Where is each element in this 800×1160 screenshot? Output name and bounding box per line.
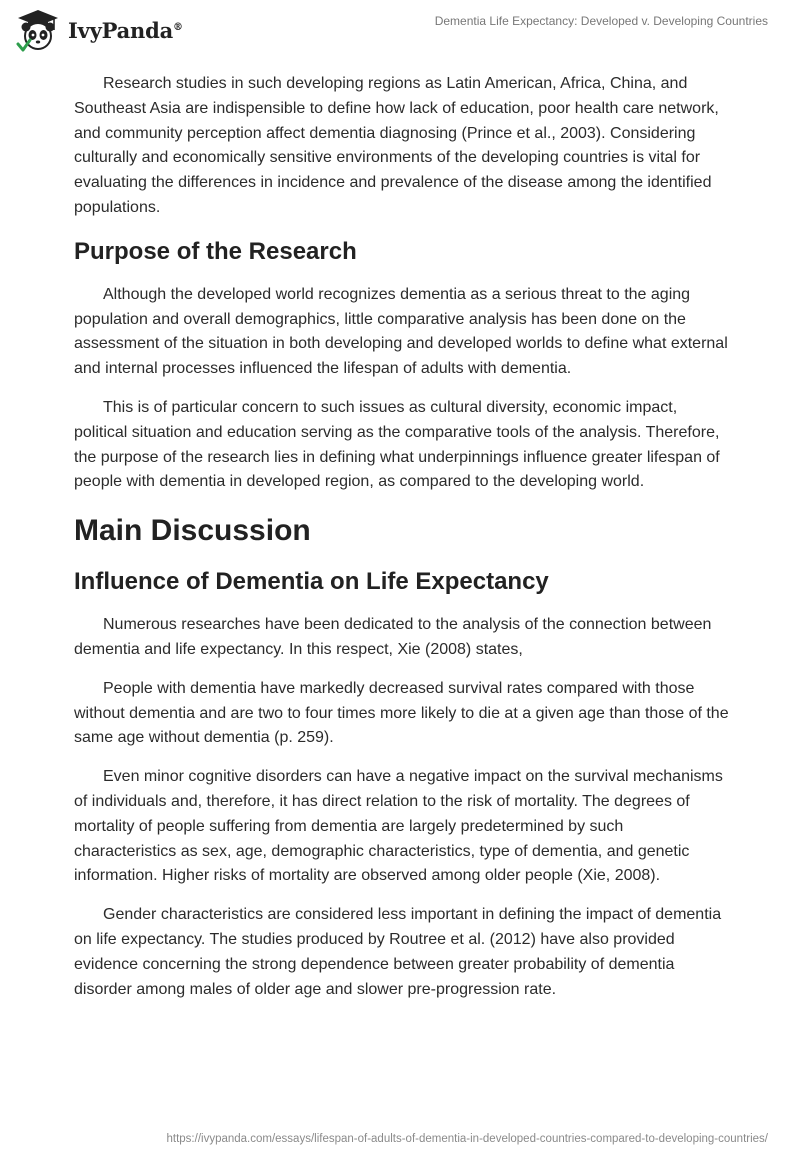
heading-influence: Influence of Dementia on Life Expectancy bbox=[74, 568, 549, 596]
paragraph-influence-intro: Numerous researches have been dedicated to the analysis of the connection between dementia and life expectancy. In this respect, Xie (2008) states, bbox=[74, 616, 712, 658]
ivypanda-logo[interactable] bbox=[14, 8, 183, 52]
panda-graduate-icon bbox=[14, 8, 62, 52]
heading-main-discussion: Main Discussion bbox=[74, 514, 311, 548]
page-header bbox=[0, 0, 800, 62]
document-title: Dementia Life Expectancy: Developed v. Developing Countries bbox=[434, 14, 768, 28]
brand-name: IvyPanda® bbox=[68, 17, 183, 43]
paragraph-xie-quote: People with dementia have markedly decreased survival rates compared with those without dementia and are two to four times more likely to die at a given age than those of the same age without dementia (p. 259). bbox=[74, 679, 729, 747]
paragraph-purpose-1: Although the developed world recognizes dementia as a serious threat to the aging population and overall demographics, little comparative analysis has been done on the assessment of the situation in both developing and developed worlds to define what external and internal processes influenced the lifespan of adults with dementia. bbox=[74, 285, 728, 378]
paragraph-gender: Gender characteristics are considered less important in defining the impact of dementia on life expectancy. The studies produced by Routree et al. (2012) have also provided evidence concerning the strong dependence between greater probability of dementia disorder among males of older age and slower pre-progression rate. bbox=[74, 906, 722, 998]
source-url[interactable]: https://ivypanda.com/essays/lifespan-of-adults-of-dementia-in-developed-countries-compared-to-developing-countries/ bbox=[166, 1133, 768, 1145]
paragraph-purpose-2: This is of particular concern to such issues as cultural diversity, economic impact, political situation and education serving as the comparative tools of the analysis. Therefore, the purpose of the research lies in defining what underpinnings influence greater lifespan of people with dementia in developed region, as compared to the developing world. bbox=[74, 398, 720, 491]
paragraph-mortality: Even minor cognitive disorders can have a negative impact on the survival mechanisms of individuals and, therefore, it has direct relation to the risk of mortality. The degrees of mortality of people suffering from dementia are largely predetermined by such characteristics as sex, age, demographic characteristics, type of dementia, and genetic information. Higher risks of mortality are observed among older people (Xie, 2008). bbox=[74, 768, 723, 885]
essay-body bbox=[74, 72, 729, 1016]
paragraph-research-regions: Research studies in such developing regions as Latin American, Africa, China, and Southeast Asia are indispensible to define how lack of education, poor health care network, and community perception affect dementia diagnosing (Prince et al., 2003). Considering culturally and economically sensitive environments of the developing countries is vital for evaluating the differences in incidence and prevalence of the disease among the identified populations. bbox=[74, 75, 719, 216]
heading-purpose: Purpose of the Research bbox=[74, 237, 357, 265]
